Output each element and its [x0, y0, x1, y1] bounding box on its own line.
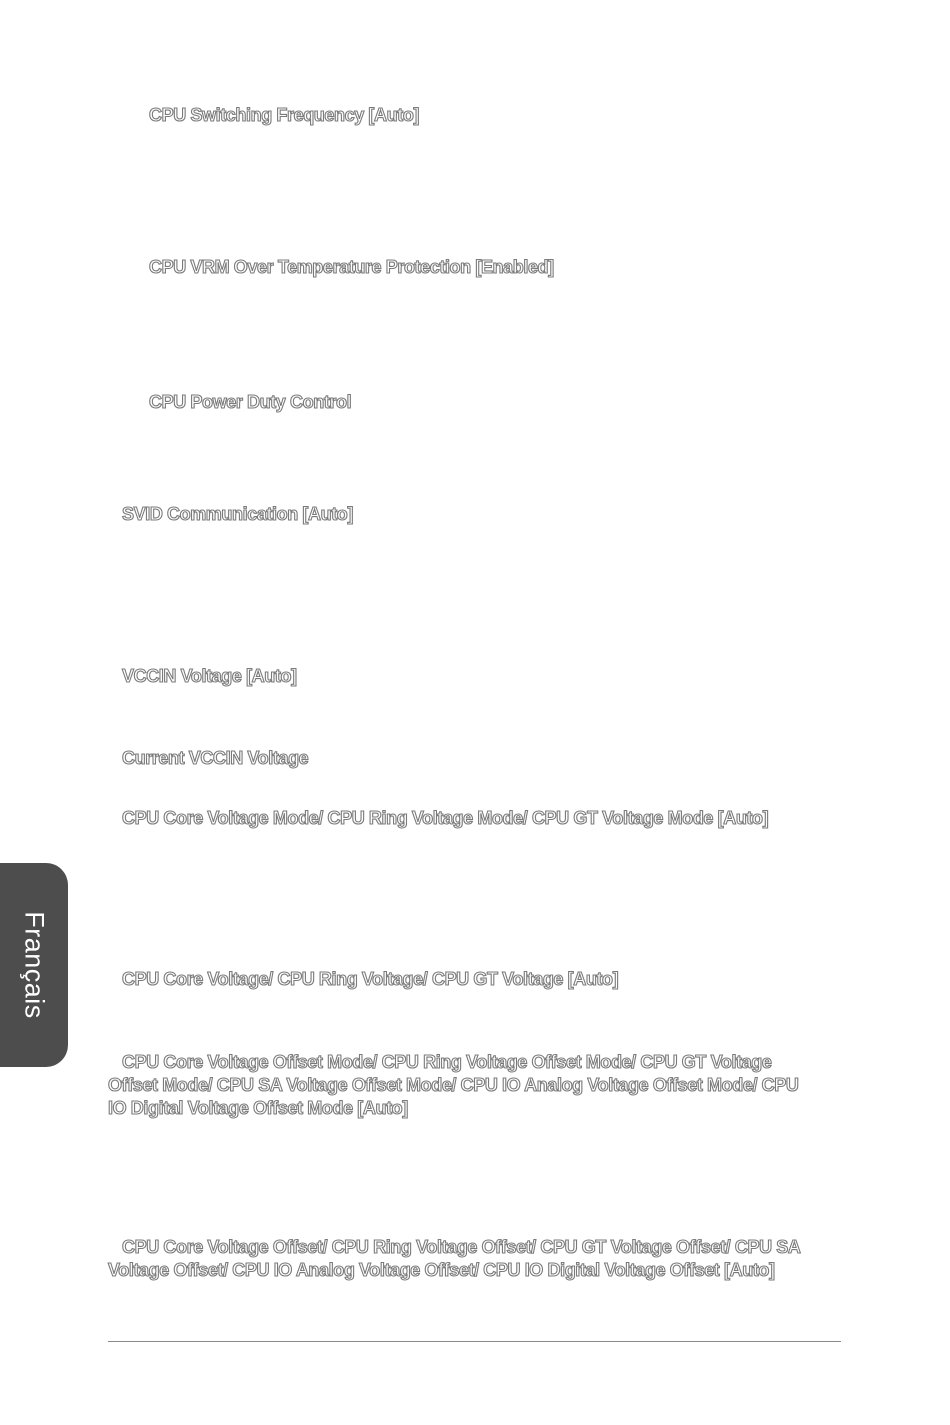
heading-vccin-voltage: VCCIN Voltage [Auto]	[122, 666, 297, 686]
heading-cpu-core-voltage-offset: CPU Core Voltage Offset/ CPU Ring Voltage Offset/ CPU GT Voltage Offset/ CPU SA Voltage Offset/ CPU IO Analog Voltage Offset/ CPU IO Digital Voltage Offset [Auto]	[108, 1237, 800, 1280]
language-tab-label: Français	[19, 911, 50, 1019]
heading-cpu-switching-frequency: CPU Switching Frequency [Auto]	[149, 105, 420, 125]
heading-cpu-vrm-over-temperature-protection: CPU VRM Over Temperature Protection [Enabled]	[149, 257, 554, 277]
heading-current-vccin-voltage: Current VCCIN Voltage	[122, 748, 309, 768]
footer-divider	[108, 1341, 841, 1342]
heading-svid-communication: SVID Communication [Auto]	[122, 504, 353, 524]
heading-cpu-core-voltage: CPU Core Voltage/ CPU Ring Voltage/ CPU GT Voltage [Auto]	[122, 969, 619, 989]
heading-cpu-power-duty-control: CPU Power Duty Control	[149, 392, 352, 412]
heading-cpu-core-voltage-mode: CPU Core Voltage Mode/ CPU Ring Voltage Mode/ CPU GT Voltage Mode [Auto]	[122, 808, 769, 828]
heading-cpu-core-voltage-offset-mode: CPU Core Voltage Offset Mode/ CPU Ring Voltage Offset Mode/ CPU GT Voltage Offset Mode/ CPU SA Voltage Offset Mode/ CPU IO Analog Voltage Offset Mode/ CPU IO Digital Voltage Offset Mode [Auto]	[108, 1052, 799, 1118]
